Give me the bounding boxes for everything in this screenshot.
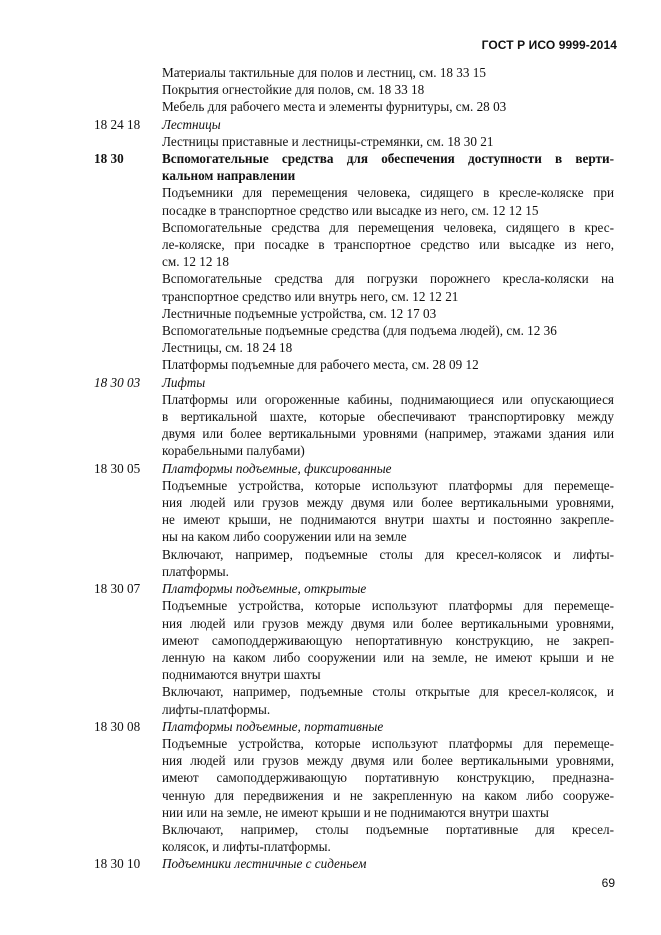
entry-line: см. 12 12 18 — [162, 254, 229, 270]
entry-line: ленную на каком либо сооружении или на земле, не имеют крыши и не — [162, 649, 614, 665]
entry-line: платформы. — [162, 563, 229, 579]
entry-line: ле-коляске, при посадке в транспортное средство или высадке из него, — [162, 237, 614, 253]
document-header: ГОСТ Р ИСО 9999-2014 — [481, 38, 617, 52]
entry-line: Подъемные устройства, которые используют платформы для перемеще- — [162, 598, 614, 614]
entry-code: 18 30 — [94, 151, 124, 167]
entry-line: Вспомогательные подъемные средства (для подъема людей), см. 12 36 — [162, 323, 557, 339]
entry-line: Покрытия огнестойкие для полов, см. 18 33 18 — [162, 82, 425, 98]
entry-line: Лестничные подъемные устройства, см. 12 17 03 — [162, 305, 437, 321]
entry-line: имеют самоподдерживающую непортативную конструкцию, не закреп- — [162, 632, 614, 648]
entry-code: 18 30 07 — [94, 581, 141, 597]
entry-title: Лифты — [162, 374, 206, 390]
entry-title: Подъемники лестничные с сиденьем — [162, 856, 367, 872]
entry-title: Платформы подъемные, открытые — [162, 581, 367, 597]
entry-line: посадке в транспортное средство или высадке из него, см. 12 12 15 — [162, 202, 539, 218]
entry-line: ченную для передвижения и не закрепленную на каком либо сооруже- — [162, 787, 614, 803]
entry-line: Подъемники для перемещения человека, сидящего в кресле-коляске при — [162, 185, 614, 201]
entry-line: Платформы или огороженные кабины, поднимающиеся или опускающиеся — [162, 391, 614, 407]
entry-line: Включают, например, столы подъемные портативные для кресел- — [162, 821, 614, 837]
entry-line: Материалы тактильные для полов и лестниц, см. 18 33 15 — [162, 65, 486, 80]
entry-code: 18 30 05 — [94, 460, 141, 476]
entry-line: двумя или более вертикальными уровнями (например, этажами здания или — [162, 426, 614, 442]
entry-title: Платформы подъемные, портативные — [162, 718, 384, 734]
list-entry — [94, 718, 614, 856]
entry-line: поднимаются внутри шахты — [162, 667, 321, 683]
entry-code: 18 30 03 — [94, 374, 141, 390]
entry-line: нии или на земле, не имеют крыши и не поднимаются внутри шахты — [162, 804, 549, 820]
entry-line: корабельными палубами) — [162, 443, 305, 459]
entry-title: Вспомогательные средства для обеспечения доступности в верти- — [162, 151, 614, 167]
entry-code: 18 30 08 — [94, 718, 141, 734]
entry-line: Включают, например, подъемные столы открытые для кресел-колясок, и — [162, 684, 614, 700]
entry-line: лифты-платформы. — [162, 701, 271, 717]
entry-line: в вертикальной шахте, которые обеспечивают транспортировку между — [162, 409, 614, 425]
entry-line: имеют самоподдерживающую портативную конструкцию, предназна- — [162, 770, 614, 786]
list-entry — [94, 374, 614, 460]
list-entry — [94, 150, 614, 374]
classification-list — [94, 64, 614, 873]
entry-line: ния людей или грузов между двумя или более вертикальными уровнями, — [162, 753, 614, 769]
entry-code: 18 30 10 — [94, 856, 141, 872]
entry-line: Лестницы, см. 18 24 18 — [162, 340, 293, 356]
entry-line: Вспомогательные средства для погрузки порожнего кресла-коляски на — [162, 271, 614, 287]
entry-line: Подъемные устройства, которые используют платформы для перемеще- — [162, 477, 614, 493]
list-entry — [94, 116, 614, 150]
list-entry — [94, 460, 614, 580]
list-entry — [94, 855, 614, 872]
entry-line: ны на каком либо сооружении или на земле — [162, 529, 407, 545]
entry-line: ния людей или грузов между двумя или более вертикальными уровнями, — [162, 495, 614, 511]
entry-line: Вспомогательные средства для перемещения человека, сидящего в крес- — [162, 219, 614, 235]
entry-title-continued: кальном направлении — [162, 168, 296, 184]
list-entry — [94, 580, 614, 718]
entry-title: Платформы подъемные, фиксированные — [162, 460, 392, 476]
entry-line: не имеют крыши, не поднимаются внутри шахты и постоянно закрепле- — [162, 512, 614, 528]
list-entry — [94, 64, 614, 116]
entry-line: Подъемные устройства, которые используют платформы для перемеще- — [162, 735, 614, 751]
entry-line: транспортное средство или внутрь него, см. 12 12 21 — [162, 288, 459, 304]
page-number: 69 — [601, 876, 615, 890]
entry-code: 18 24 18 — [94, 116, 141, 132]
entry-line: Лестницы приставные и лестницы-стремянки, см. 18 30 21 — [162, 133, 494, 149]
entry-line: Включают, например, подъемные столы для кресел-колясок и лифты- — [162, 546, 614, 562]
entry-line: колясок, и лифты-платформы. — [162, 839, 331, 855]
entry-line: Платформы подъемные для рабочего места, см. 28 09 12 — [162, 357, 479, 373]
entry-line: Мебель для рабочего места и элементы фурнитуры, см. 28 03 — [162, 99, 507, 115]
entry-title: Лестницы — [162, 116, 221, 132]
entry-line: ния людей или грузов между двумя или более вертикальными уровнями, — [162, 615, 614, 631]
